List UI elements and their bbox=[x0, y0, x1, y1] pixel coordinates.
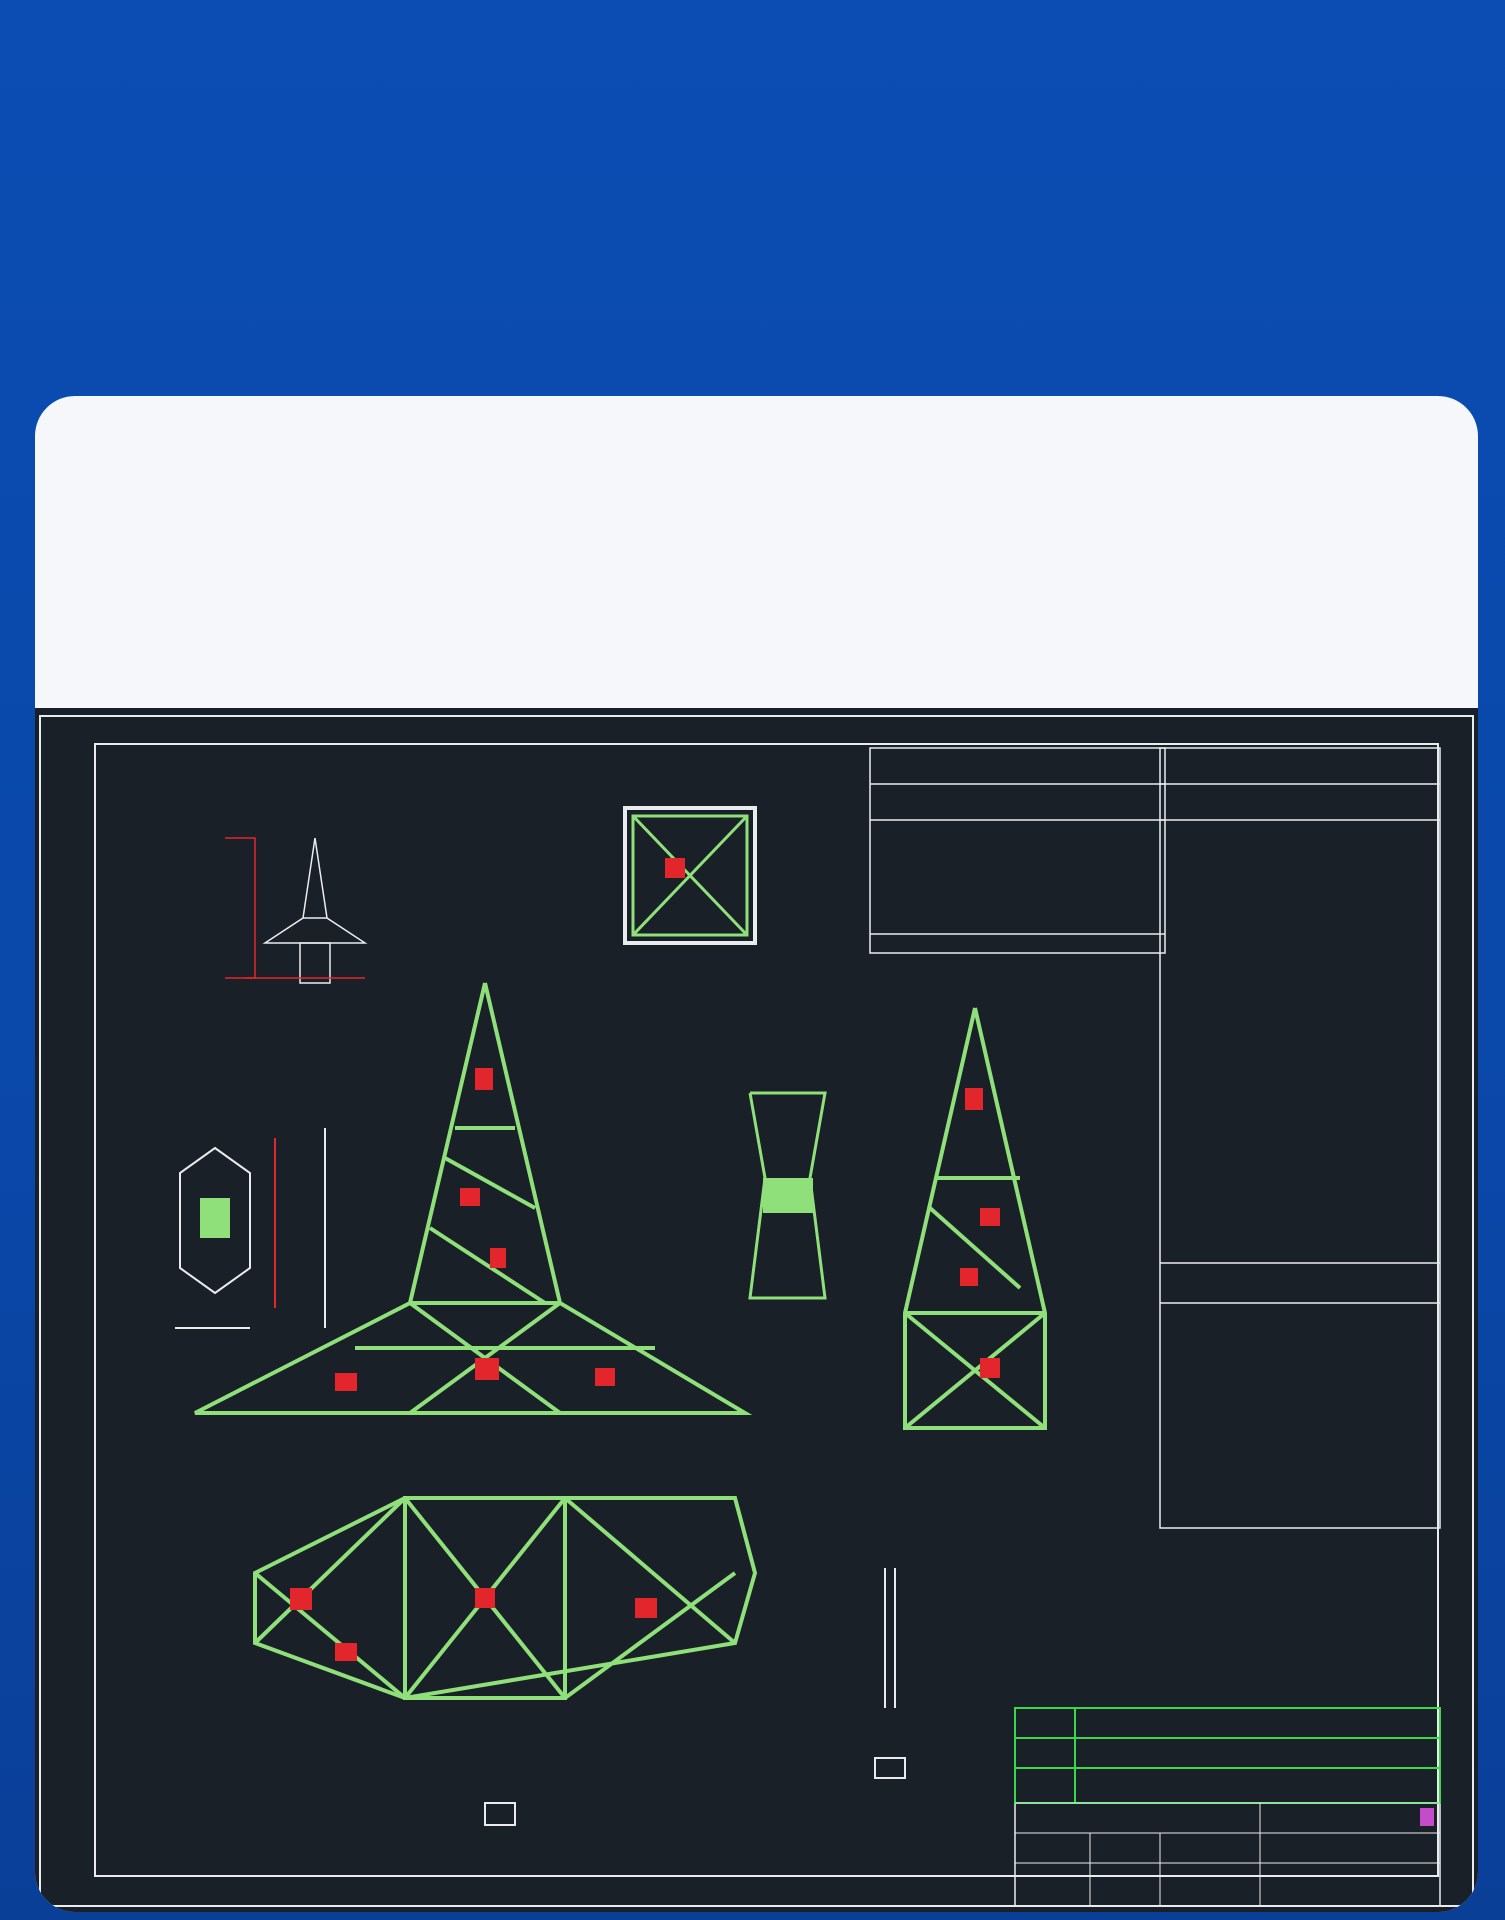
side-tower-bolts bbox=[960, 1088, 1000, 1378]
plan-view bbox=[255, 1498, 755, 1698]
hero-header bbox=[0, 0, 1505, 395]
hourglass-detail bbox=[750, 1093, 825, 1298]
plan-view-bolts bbox=[290, 1588, 657, 1661]
parts-table-left bbox=[870, 748, 1165, 953]
feature-card bbox=[35, 396, 1478, 1912]
cad-drawing-canvas bbox=[35, 708, 1478, 1912]
cad-drawing bbox=[35, 708, 1478, 1912]
side-tower-elevation bbox=[905, 1008, 1045, 1428]
plate-detail bbox=[175, 1128, 325, 1328]
square-section-view bbox=[625, 808, 755, 943]
main-tower-bolts bbox=[335, 1068, 615, 1391]
tower-top-detail bbox=[225, 838, 365, 983]
parts-table-right bbox=[1160, 748, 1440, 1528]
